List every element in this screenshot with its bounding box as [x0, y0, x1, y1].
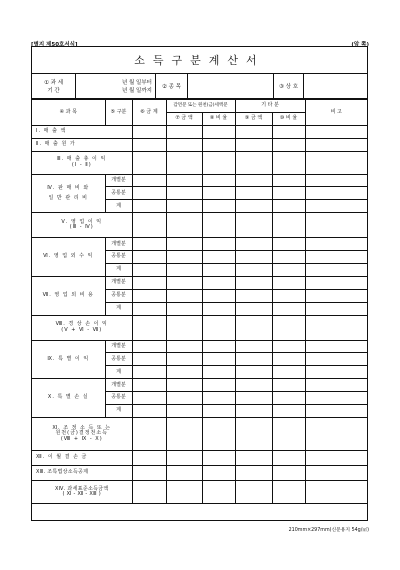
cell[interactable]: [305, 450, 367, 465]
cell[interactable]: [166, 174, 202, 187]
division-label: 공통분: [105, 251, 132, 264]
cell[interactable]: [202, 405, 235, 418]
cell[interactable]: [305, 340, 367, 353]
cell[interactable]: [272, 138, 305, 151]
division-label: 개별분: [105, 238, 132, 251]
row-label: Ⅵ. 영 업 외 수 익: [32, 238, 105, 277]
tax-period-label: ① 과 세 기 간: [32, 74, 76, 98]
cell[interactable]: [132, 125, 166, 138]
cell[interactable]: [132, 276, 166, 289]
business-type-label: ② 종 목: [156, 74, 188, 98]
division-label: 개별분: [105, 174, 132, 187]
cell[interactable]: [305, 405, 367, 418]
cell[interactable]: [166, 151, 202, 174]
cell[interactable]: [202, 151, 235, 174]
cell[interactable]: [166, 238, 202, 251]
cell[interactable]: [235, 213, 272, 238]
cell[interactable]: [235, 238, 272, 251]
row-label: Ⅴ. 영 업 이 익 (Ⅲ - Ⅳ): [32, 213, 132, 238]
cell[interactable]: [305, 151, 367, 174]
cell[interactable]: [202, 465, 235, 480]
cell[interactable]: [305, 315, 367, 340]
cell[interactable]: [202, 450, 235, 465]
table-row: [32, 465, 367, 480]
division-label: 개별분: [105, 340, 132, 353]
cell[interactable]: [132, 238, 166, 251]
row-label: ⅩⅣ. 과세표준소득금액 ( Ⅺ - Ⅻ - ⅩⅢ ): [32, 480, 132, 503]
col-group-reduction: 감면분 또는 원천(금)세액분: [166, 100, 235, 113]
cell[interactable]: [132, 264, 166, 277]
row-label: Ⅳ. 판 매 비 와 일 반 관 리 비: [32, 174, 105, 213]
cell[interactable]: [166, 125, 202, 138]
cell[interactable]: [202, 353, 235, 366]
division-label: 공통분: [105, 187, 132, 200]
cell[interactable]: [235, 379, 272, 392]
cell[interactable]: [305, 213, 367, 238]
table-row: [32, 125, 367, 138]
cell[interactable]: [132, 251, 166, 264]
cell[interactable]: [272, 417, 305, 450]
business-name-label: ③ 상 호: [274, 74, 304, 98]
cell[interactable]: [132, 340, 166, 353]
cell[interactable]: [272, 379, 305, 392]
cell[interactable]: [202, 366, 235, 379]
cell[interactable]: [132, 465, 166, 480]
row-label: Ⅻ. 이 월 결 손 금: [32, 450, 132, 465]
cell[interactable]: [132, 379, 166, 392]
row-label: Ⅹ. 특 별 손 실: [32, 379, 105, 418]
cell[interactable]: [235, 187, 272, 200]
division-label: 개별분: [105, 276, 132, 289]
cell[interactable]: [202, 187, 235, 200]
cell[interactable]: [166, 405, 202, 418]
form-title: 소득구분계산서: [32, 47, 367, 74]
cell[interactable]: [272, 238, 305, 251]
cell[interactable]: [166, 450, 202, 465]
cell[interactable]: [166, 480, 202, 503]
cell[interactable]: [235, 125, 272, 138]
division-label: 공통분: [105, 392, 132, 405]
cell[interactable]: [132, 417, 166, 450]
cell[interactable]: [305, 480, 367, 503]
row-label: Ⅸ. 특 별 이 익: [32, 340, 105, 379]
col-amount-1: ⑦ 금 액: [166, 112, 202, 125]
cell[interactable]: [235, 289, 272, 302]
cell[interactable]: [202, 315, 235, 340]
cell[interactable]: [166, 392, 202, 405]
cell[interactable]: [272, 353, 305, 366]
col-total: ⑥ 금 계: [132, 100, 166, 126]
table-row: [32, 480, 367, 503]
cell[interactable]: [272, 450, 305, 465]
cell[interactable]: [166, 353, 202, 366]
cell[interactable]: [272, 251, 305, 264]
cell[interactable]: [132, 450, 166, 465]
cell[interactable]: [202, 251, 235, 264]
cell[interactable]: [166, 276, 202, 289]
table-row: [32, 151, 367, 174]
row-label: Ⅱ. 매 출 원 가: [32, 138, 132, 151]
col-amount-2: ⑨ 금 액: [235, 112, 272, 125]
cell[interactable]: [305, 366, 367, 379]
cell[interactable]: [235, 417, 272, 450]
row-label: Ⅶ. 영 업 외 비 용: [32, 276, 105, 315]
cell[interactable]: [235, 392, 272, 405]
cell[interactable]: [202, 125, 235, 138]
cell[interactable]: [166, 213, 202, 238]
cell[interactable]: [272, 264, 305, 277]
cell[interactable]: [235, 340, 272, 353]
cell[interactable]: [132, 480, 166, 503]
cell[interactable]: [305, 187, 367, 200]
cell[interactable]: [202, 276, 235, 289]
table-row: [32, 138, 367, 151]
cell[interactable]: [305, 417, 367, 450]
cell[interactable]: [272, 125, 305, 138]
cell[interactable]: [235, 353, 272, 366]
col-division: ⑤ 구분: [105, 100, 132, 126]
page-side-label: (앞 쪽): [351, 42, 369, 48]
cell[interactable]: [272, 200, 305, 213]
cell[interactable]: [235, 200, 272, 213]
cell[interactable]: [166, 379, 202, 392]
cell[interactable]: [235, 251, 272, 264]
col-ratio-1: ⑧ 비 율: [202, 112, 235, 125]
division-label: 개별분: [105, 379, 132, 392]
row-label: Ⅲ. 매 출 총 이 익 (Ⅰ - Ⅱ): [32, 151, 132, 174]
table-row: [32, 417, 367, 450]
cell[interactable]: [272, 289, 305, 302]
cell[interactable]: [272, 366, 305, 379]
cell[interactable]: [305, 353, 367, 366]
cell[interactable]: [132, 200, 166, 213]
period-to: 년 월 일까지: [121, 88, 152, 94]
cell[interactable]: [132, 366, 166, 379]
period-from: 년 월 일부터: [121, 80, 152, 86]
col-group-other: 기 타 분: [235, 100, 305, 113]
table-row: [32, 340, 367, 353]
division-label: 계: [105, 200, 132, 213]
cell[interactable]: [202, 302, 235, 315]
cell[interactable]: [132, 392, 166, 405]
cell[interactable]: [305, 302, 367, 315]
cell[interactable]: [132, 213, 166, 238]
table-row: [32, 315, 367, 340]
table-row: [32, 276, 367, 289]
row-label: Ⅷ. 경 상 손 이 익 (Ⅴ + Ⅵ - Ⅶ): [32, 315, 132, 340]
cell[interactable]: [166, 366, 202, 379]
division-label: 계: [105, 366, 132, 379]
cell[interactable]: [272, 315, 305, 340]
business-type-field[interactable]: [188, 74, 274, 98]
cell[interactable]: [132, 315, 166, 340]
division-label: 계: [105, 405, 132, 418]
info-row: [32, 74, 367, 99]
cell[interactable]: [132, 289, 166, 302]
cell[interactable]: [235, 264, 272, 277]
form-number: [별지 제50호서식]: [31, 42, 78, 48]
cell[interactable]: [272, 174, 305, 187]
cell[interactable]: [166, 315, 202, 340]
cell[interactable]: [272, 480, 305, 503]
cell[interactable]: [235, 302, 272, 315]
cell[interactable]: [235, 276, 272, 289]
cell[interactable]: [272, 213, 305, 238]
cell[interactable]: [166, 264, 202, 277]
row-label: Ⅺ. 조 정 소 득 또 는 원천(금)결정전소득 (Ⅷ + Ⅸ - Ⅹ): [32, 417, 132, 450]
col-remarks: 비 고: [305, 100, 367, 126]
cell[interactable]: [132, 405, 166, 418]
cell[interactable]: [272, 405, 305, 418]
cell[interactable]: [305, 276, 367, 289]
cell[interactable]: [202, 238, 235, 251]
cell[interactable]: [305, 138, 367, 151]
cell[interactable]: [235, 315, 272, 340]
cell[interactable]: [305, 392, 367, 405]
cell[interactable]: [235, 465, 272, 480]
income-classification-form: [31, 46, 368, 521]
cell[interactable]: [305, 238, 367, 251]
cell[interactable]: [272, 276, 305, 289]
cell[interactable]: [305, 289, 367, 302]
cell[interactable]: [132, 174, 166, 187]
division-label: 공통분: [105, 353, 132, 366]
cell[interactable]: [202, 340, 235, 353]
cell[interactable]: [305, 174, 367, 187]
cell[interactable]: [272, 340, 305, 353]
cell[interactable]: [235, 405, 272, 418]
cell[interactable]: [235, 366, 272, 379]
cell[interactable]: [272, 302, 305, 315]
cell[interactable]: [132, 138, 166, 151]
cell[interactable]: [132, 353, 166, 366]
cell[interactable]: [202, 174, 235, 187]
cell[interactable]: [132, 302, 166, 315]
table-row: [32, 213, 367, 238]
cell[interactable]: [272, 151, 305, 174]
table-row: [32, 174, 367, 187]
cell[interactable]: [132, 187, 166, 200]
cell[interactable]: [202, 480, 235, 503]
division-label: 계: [105, 264, 132, 277]
cell[interactable]: [235, 450, 272, 465]
cell[interactable]: [202, 417, 235, 450]
col-account: ④ 과 목: [32, 100, 105, 126]
table-row: [32, 379, 367, 392]
row-label: Ⅰ. 매 출 액: [32, 125, 132, 138]
cell[interactable]: [202, 264, 235, 277]
table-row: [32, 238, 367, 251]
cell[interactable]: [202, 213, 235, 238]
cell[interactable]: [166, 200, 202, 213]
table-row: [32, 450, 367, 465]
paper-size-note: 210mm×297mm(신문용지 54g/㎡): [288, 528, 369, 533]
cell[interactable]: [305, 251, 367, 264]
col-ratio-2: ⑩ 비 율: [272, 112, 305, 125]
cell[interactable]: [305, 465, 367, 480]
cell[interactable]: [305, 200, 367, 213]
tax-period-fields[interactable]: [76, 74, 156, 98]
cell[interactable]: [272, 187, 305, 200]
cell[interactable]: [166, 138, 202, 151]
cell[interactable]: [305, 264, 367, 277]
cell[interactable]: [305, 125, 367, 138]
cell[interactable]: [272, 392, 305, 405]
cell[interactable]: [202, 200, 235, 213]
cell[interactable]: [166, 417, 202, 450]
cell[interactable]: [272, 465, 305, 480]
income-table: [32, 99, 367, 504]
cell[interactable]: [305, 379, 367, 392]
cell[interactable]: [235, 480, 272, 503]
cell[interactable]: [166, 302, 202, 315]
cell[interactable]: [235, 151, 272, 174]
cell[interactable]: [202, 138, 235, 151]
cell[interactable]: [202, 379, 235, 392]
cell[interactable]: [202, 289, 235, 302]
cell[interactable]: [132, 151, 166, 174]
cell[interactable]: [166, 340, 202, 353]
cell[interactable]: [166, 187, 202, 200]
cell[interactable]: [166, 251, 202, 264]
division-label: 계: [105, 302, 132, 315]
business-name-field[interactable]: [304, 74, 367, 98]
row-label: ⅩⅢ. 조특법상소득공제: [32, 465, 132, 480]
cell[interactable]: [235, 174, 272, 187]
cell[interactable]: [166, 465, 202, 480]
cell[interactable]: [235, 138, 272, 151]
cell[interactable]: [202, 392, 235, 405]
cell[interactable]: [166, 289, 202, 302]
division-label: 공통분: [105, 289, 132, 302]
